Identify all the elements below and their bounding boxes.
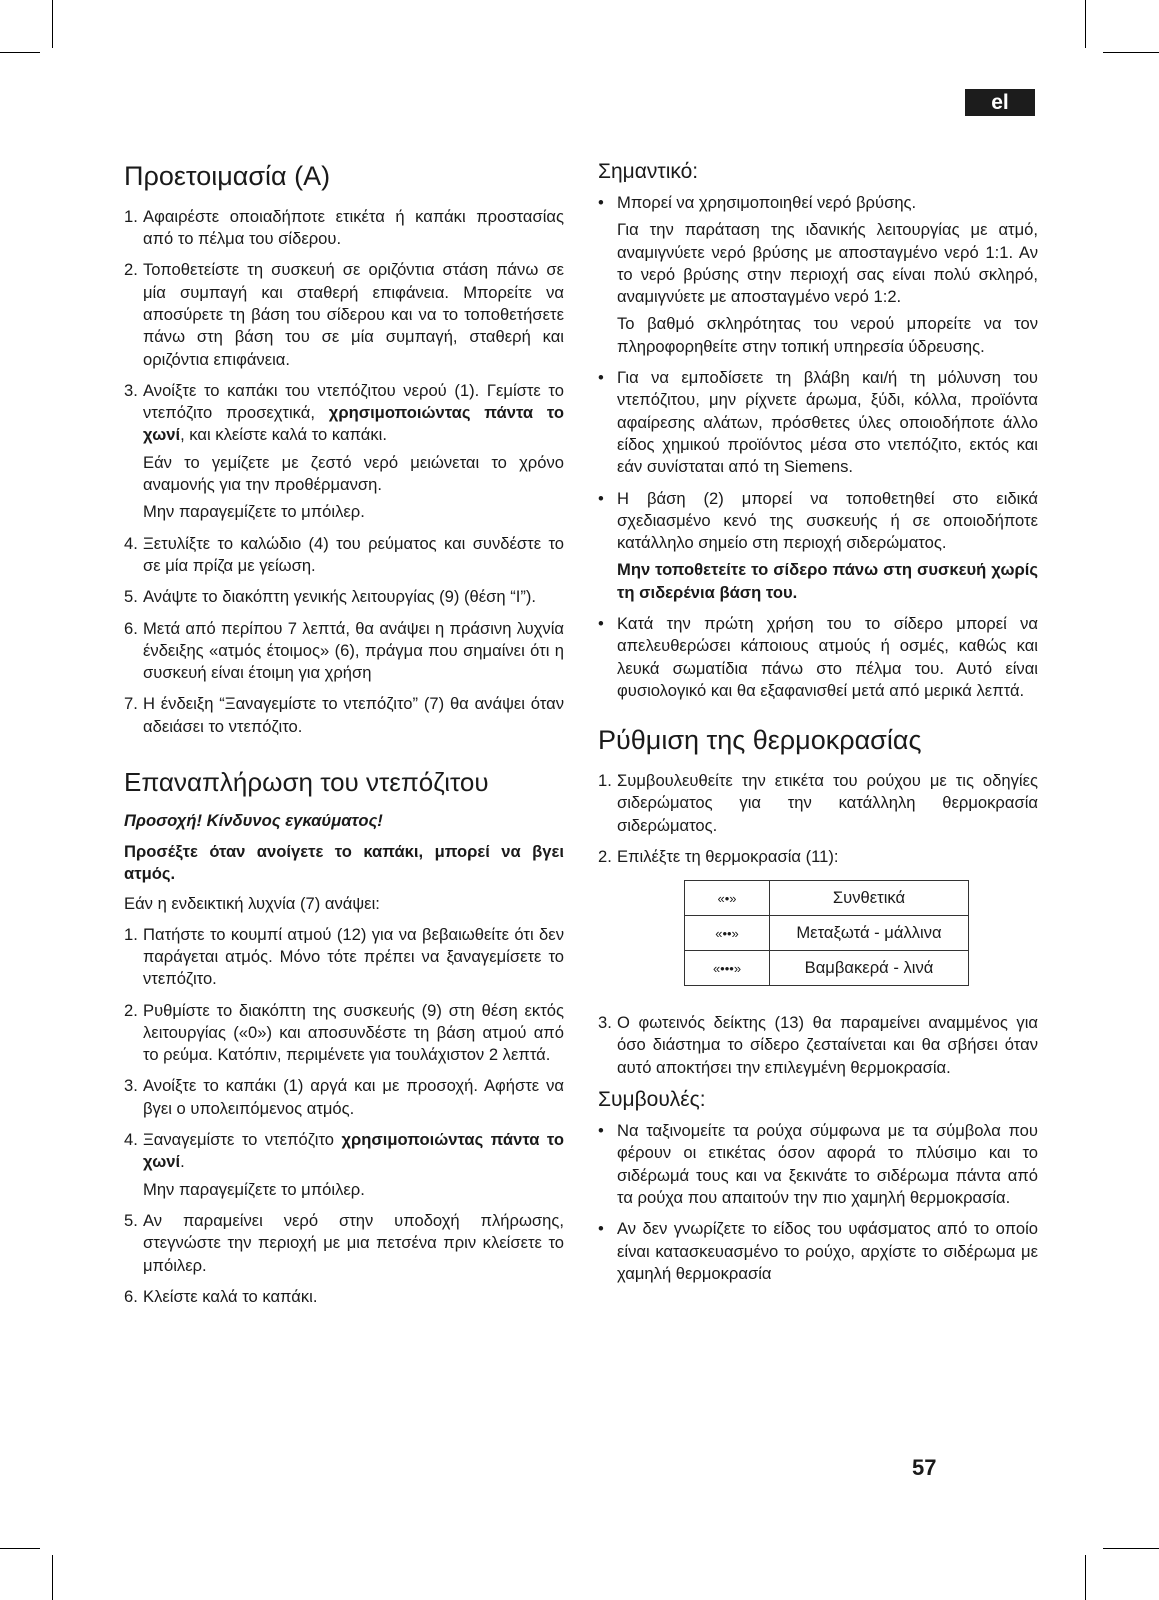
step-number: 2. [124,1000,138,1020]
bullet-text: Για να εμποδίσετε τη βλάβη και/ή τη μόλυνση του ντεπόζιτου, μην ρίχνετε άρωμα, ξύδι, κόλλα, προϊόντα αφαίρεσης αλάτων, πρόσθετες ύλες οποιοδήποτε άλλο είδος χημικού προϊόντος μέσα στο ντεπόζιτο, εκτός και εάν συνίσταται από τη Siemens. [617,368,1038,477]
crop-mark [1085,0,1086,48]
preparation-title: Προετοιμασία (A) [124,161,331,191]
bullet-icon: • [598,1121,604,1141]
step-text-part: Ανοίξτε το καπάκι του ντεπόζιτου νερού (1). Γεμίστε το ντεπόζιτο προσεχτικά, [143,380,564,423]
list-item [124,693,564,738]
step-number: 3. [124,380,138,400]
language-tab: el [965,89,1035,116]
bullet-item [598,1218,1038,1285]
temperature-step-3 [598,1012,1038,1079]
refill-steps [124,924,564,1308]
step-text: Ανάψτε το διακόπτη γενικής λειτουργίας (9) (θέση “I”). [143,587,537,607]
step-text: Συμβουλευθείτε την ετικέτα του ρούχου με τις οδηγίες σιδερώματος για την κατάλληλη θερμοκρασία σιδερώματος. [617,770,1038,835]
step-text-part: Ξαναγεμίστε το ντεπόζιτο [143,1130,342,1150]
step-text: Η ένδειξη “Ξαναγεμίστε το ντεπόζιτο” (7) θα ανάψει όταν αδειάσει το ντεπόζιτο. [143,694,564,736]
bullet-item [598,367,1038,478]
table-row [685,881,969,916]
step-note: Εάν το γεμίζετε με ζεστό νερό μειώνεται το χρόνο αναμονής για την προθέρμανση. [143,452,564,495]
step-text: Επιλέξτε τη θερμοκρασία (11): [617,846,839,866]
crop-mark [1085,1555,1086,1600]
list-item [124,206,564,251]
step-number: 1. [124,206,138,226]
bullet-item [598,488,1038,604]
preparation-steps [124,206,564,738]
bullet-item [598,192,1038,358]
refill-intro: Εάν η ενδεικτική λυχνία (7) ανάψει: [124,894,380,914]
list-item [124,533,564,578]
step-text: Κλείστε καλά το καπάκι. [143,1286,318,1306]
fabric-type: Μεταξωτά - μάλλινα [770,916,969,951]
refill-section [124,766,564,1308]
bullet-item [598,1120,1038,1209]
list-item [124,924,564,991]
step-text: Τοποθετείστε τη συσκευή σε οριζόντια στάση πάνω σε μία συμπαγή και σταθερή επιφάνεια. Μπορείτε να αποσύρετε τη βάση του σίδερου και να το τοποθετήσετε πάνω στη βάση του σε μία συμπαγή, σταθερή και οριζόντια επιφάνεια. [143,260,564,369]
bullet-icon: • [598,614,604,634]
list-item [124,259,564,370]
step-number: 4. [124,533,138,553]
list-item [598,846,1038,868]
bullet-text: Μπορεί να χρησιμοποιηθεί νερό βρύσης. [617,193,917,212]
step-text: Μετά από περίπου 7 λεπτά, θα ανάψει η πράσινη λυχνία ένδειξης «ατμός έτοιμος» (6), πράγμα που σημαίνει ότι η συσκευή είναι έτοιμη για χρήση [143,618,564,683]
step-text [143,1129,564,1174]
step-number: 6. [124,1286,138,1306]
step-text: Πατήστε το κουμπί ατμού (12) για να βεβαιωθείτε ότι δεν παράγεται ατμός. Μόνο τότε πρέπει να ξαναγεμίσετε το ντεπόζιτο. [143,924,564,989]
step-note: Μην παραγεμίζετε το μπόιλερ. [143,1179,365,1199]
temperature-steps [598,770,1038,868]
crop-mark [52,1555,53,1600]
table-row [685,951,969,986]
tips-section [598,1088,1038,1285]
fabric-type: Βαμβακερά - λινά [770,951,969,986]
step-number: 7. [124,694,138,714]
step-number: 5. [124,1210,138,1230]
step-number: 2. [124,260,138,280]
list-item [124,618,564,685]
temperature-table [684,880,969,986]
crop-mark [0,52,40,53]
temperature-symbol: «•» [685,881,770,916]
step-text-bold: χρησιμοποιώντας πάντα το χωνί [143,403,564,445]
crop-mark [0,1548,40,1549]
list-item [124,1075,564,1120]
bullet-text: Το βαθμό σκληρότητας του νερού μπορείτε να τον πληροφορηθείτε στην τοπική υπηρεσία ύδρευσης. [617,314,1038,356]
step-text-part: , και κλείστε καλά το καπάκι. [180,425,387,445]
step-text-bold: χρησιμοποιώντας πάντα το χωνί [143,1130,564,1172]
bullet-text: Για την παράταση της ιδανικής λειτουργίας με ατμό, αναμιγνύετε νερό βρύσης με αποσταγμένο νερό 1:1. Αν το νερό βρύσης στην περιοχή σας είναι πολύ σκληρό, αναμιγνύετε με αποσταγμένο νερό 1:2. [617,220,1038,307]
temperature-symbol: «••» [685,916,770,951]
temperature-symbol: «•••» [685,951,770,986]
step-text [143,380,564,447]
bullet-text: Να ταξινομείτε τα ρούχα σύμφωνα με τα σύμβολα που φέρουν οι ετικέτας όσον αφορά το πλύσιμο και το σιδέρωμά τους και να ξεκινάτε το σιδέρωμα πάντα από τα ρούχα που απαιτούν την πιο χαμηλή θερμοκρασία. [617,1121,1038,1207]
tips-title: Συμβουλές: [598,1088,706,1112]
step-number: 1. [598,770,612,790]
step-number: 2. [598,846,612,866]
step-text: Ο φωτεινός δείκτης (13) θα παραμείνει αναμμένος για όσο διάστημα το σίδερο ζεσταίνεται και θα σβήσει όταν αυτό αποκτήσει την επιλεγμένη θερμοκρασία. [617,1013,1038,1077]
step-number: 4. [124,1130,138,1150]
list-item [598,1012,1038,1079]
important-bullets [598,192,1038,702]
bullet-icon: • [598,488,604,508]
burn-warning-text: Προσέξτε όταν ανοίγετε το καπάκι, μπορεί να βγει ατμός. [124,841,564,884]
tips-bullets [598,1120,1038,1285]
step-note: Μην παραγεμίζετε το μπόιλερ. [143,502,365,522]
step-number: 5. [124,587,138,607]
refill-title: Επαναπλήρωση του ντεπόζιτου [124,766,489,797]
temperature-title: Ρύθμιση της θερμοκρασίας [598,725,922,756]
page-number: 57 [912,1455,937,1480]
bullet-text: Η βάση (2) μπορεί να τοποθετηθεί στο ειδικά σχεδιασμένο κενό της συσκευής ή σε οποιοδήποτε κατάλληλο σημείο στη περιοχή σιδερώματος. [617,488,1038,553]
step-number: 3. [124,1076,138,1096]
step-text: Αφαιρέστε οποιαδήποτε ετικέτα ή καπάκι προστασίας από το πέλμα του σίδερου. [143,206,564,249]
temperature-section [598,724,1038,1079]
step-text: Ξετυλίξτε το καλώδιο (4) του ρεύματος και συνδέστε το σε μία πρίζα με γείωση. [143,533,564,575]
bullet-icon: • [598,1219,604,1239]
step-number: 3. [598,1013,612,1033]
list-item [124,380,564,524]
step-text: Ανοίξτε το καπάκι (1) αργά και με προσοχή. Αφήστε να βγει ο υπολειπόμενος ατμός. [143,1076,564,1118]
step-text: Ρυθμίστε το διακόπτη της συσκευής (9) στη θέση εκτός λειτουργίας («0») και αποσυνδέστε τη βάση ατμού από το ρεύμα. Κατόπιν, περιμένετε για τουλάχιστον 2 λεπτά. [143,1000,564,1065]
fabric-type: Συνθετικά [770,881,969,916]
list-item [124,1286,564,1308]
step-number: 1. [124,924,138,944]
list-item [124,1210,564,1277]
crop-mark [1103,1548,1159,1549]
bullet-item [598,613,1038,702]
list-item [124,586,564,608]
right-column [598,160,1038,1294]
list-item [598,770,1038,837]
bullet-text: Αν δεν γνωρίζετε το είδος του υφάσματος από το οποίο είναι κατασκευασμένο το ρούχο, αρχίστε το σιδέρωμα με χαμηλή θερμοκρασία [617,1219,1038,1283]
list-item [124,1129,564,1201]
left-column [124,160,564,1317]
crop-mark [1103,52,1159,53]
important-title: Σημαντικό: [598,160,699,183]
list-item [124,1000,564,1067]
table-row [685,916,969,951]
step-text: Αν παραμείνει νερό στην υποδοχή πλήρωσης, στεγνώστε την περιοχή με μια πετσένα πριν κλείσετε το μπόιλερ. [143,1210,564,1275]
bullet-icon: • [598,368,604,388]
bullet-text: Κατά την πρώτη χρήση του το σίδερο μπορεί να απελευθερώσει κάποιους ατμούς ή οσμές, καθώς και λευκά σωματίδια πάνω στο πέλμα του. Αυτό είναι φυσιολογικό και θα εξαφανισθεί μετά από μερικά λεπτά. [617,614,1038,700]
step-number: 6. [124,618,138,638]
burn-warning: Προσοχή! Κίνδυνος εγκαύματος! [124,811,383,831]
bullet-bold-text: Μην τοποθετείτε το σίδερο πάνω στη συσκευή χωρίς τη σιδερένια βάση του. [617,560,1038,602]
step-text-part: . [180,1152,185,1172]
crop-mark [52,0,53,48]
bullet-icon: • [598,193,604,212]
